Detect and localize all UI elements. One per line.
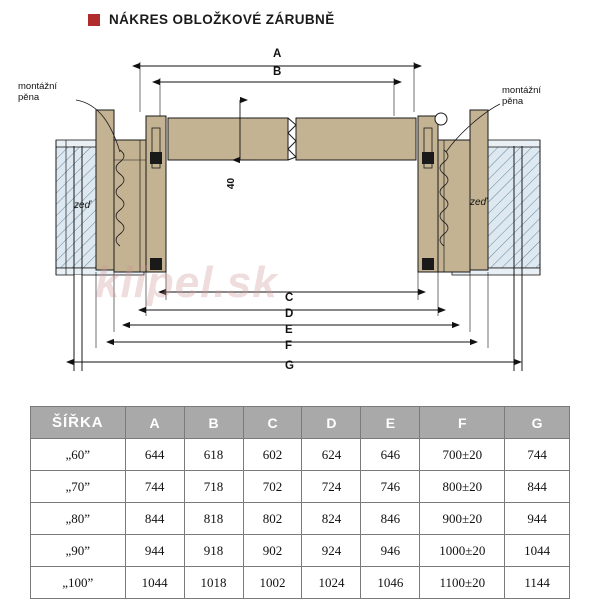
table-cell: 1002 xyxy=(243,567,302,599)
table-cell: 718 xyxy=(184,471,243,503)
table-header-cell: C xyxy=(243,407,302,439)
table-cell: 944 xyxy=(125,535,184,567)
table-header-cell: B xyxy=(184,407,243,439)
table-header-row xyxy=(31,407,570,439)
table-cell: 644 xyxy=(125,439,184,471)
watermark: klipel.sk xyxy=(95,258,278,307)
table-header-cell: ŠÍŘKA xyxy=(31,407,126,439)
dimension-label-b: B xyxy=(273,66,282,78)
dimension-label-f: F xyxy=(285,340,293,352)
table-cell: 924 xyxy=(302,535,361,567)
table-cell: 1024 xyxy=(302,567,361,599)
table-cell: 700±20 xyxy=(420,439,505,471)
dimension-label-d: D xyxy=(285,308,294,320)
table-cell: 902 xyxy=(243,535,302,567)
table-cell: 846 xyxy=(361,503,420,535)
dimensions-table-wrapper xyxy=(30,406,570,599)
table-cell: 802 xyxy=(243,503,302,535)
table-cell: 1046 xyxy=(361,567,420,599)
table-cell: 800±20 xyxy=(420,471,505,503)
dimension-label-a: A xyxy=(273,48,282,60)
table-cell: 618 xyxy=(184,439,243,471)
page-title-text: NÁKRES OBLOŽKOVÉ ZÁRUBNĚ xyxy=(109,12,335,27)
dimension-label-c: C xyxy=(285,292,294,304)
table-cell: 1044 xyxy=(125,567,184,599)
callout-right-line2: pěna xyxy=(502,95,524,107)
table-cell: 918 xyxy=(184,535,243,567)
callout-right-line1: montážní xyxy=(502,85,542,96)
table-cell: 944 xyxy=(505,503,570,535)
table-cell: 844 xyxy=(125,503,184,535)
table-row xyxy=(31,439,570,471)
dimension-label-g: G xyxy=(285,360,294,372)
callout-left xyxy=(18,82,57,104)
table-cell: 1144 xyxy=(505,567,570,599)
table-header-cell: G xyxy=(505,407,570,439)
table-header-cell: F xyxy=(420,407,505,439)
table-cell: 746 xyxy=(361,471,420,503)
table-cell: 744 xyxy=(125,471,184,503)
dimensions-table xyxy=(30,406,570,599)
table-cell: 946 xyxy=(361,535,420,567)
table-header-cell: A xyxy=(125,407,184,439)
callout-left-line2: pěna xyxy=(18,91,40,103)
table-cell: 824 xyxy=(302,503,361,535)
table-cell: 602 xyxy=(243,439,302,471)
table-cell: 1100±20 xyxy=(420,567,505,599)
callout-right xyxy=(502,86,541,108)
table-row xyxy=(31,567,570,599)
table-cell: „90” xyxy=(31,535,126,567)
table-cell: 646 xyxy=(361,439,420,471)
table-cell: „70” xyxy=(31,471,126,503)
table-cell: 818 xyxy=(184,503,243,535)
table-cell: 744 xyxy=(505,439,570,471)
table-cell: 702 xyxy=(243,471,302,503)
dimension-label-40: 40 xyxy=(226,177,238,190)
table-cell: 624 xyxy=(302,439,361,471)
table-row xyxy=(31,503,570,535)
frame-left xyxy=(96,110,166,272)
door-leaf xyxy=(168,118,416,160)
wall-label-right: zeď xyxy=(470,197,487,208)
wall-label-left: zeď xyxy=(74,200,91,211)
table-cell: 1044 xyxy=(505,535,570,567)
table-cell: 1000±20 xyxy=(420,535,505,567)
table-cell: „100” xyxy=(31,567,126,599)
dimension-label-e: E xyxy=(285,324,293,336)
table-cell: „60” xyxy=(31,439,126,471)
table-row xyxy=(31,535,570,567)
table-row xyxy=(31,471,570,503)
frame-right xyxy=(418,110,488,272)
table-cell: „80” xyxy=(31,503,126,535)
table-header-cell: D xyxy=(302,407,361,439)
table-cell: 900±20 xyxy=(420,503,505,535)
callout-left-line1: montážní xyxy=(18,81,58,92)
table-cell: 724 xyxy=(302,471,361,503)
table-cell: 844 xyxy=(505,471,570,503)
table-cell: 1018 xyxy=(184,567,243,599)
table-header-cell: E xyxy=(361,407,420,439)
dimension-lines-bottom xyxy=(74,272,514,366)
